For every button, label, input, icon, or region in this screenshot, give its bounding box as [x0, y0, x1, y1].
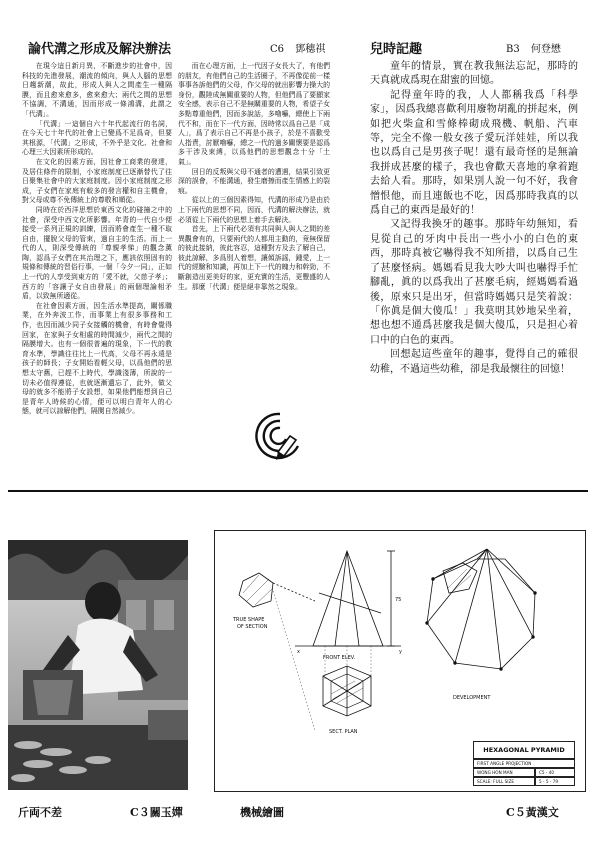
- paragraph: 童年的情景，實在教我無法忘記，那時的天真就成爲現在甜蜜的回憶。: [370, 61, 578, 87]
- technical-drawing: [214, 530, 586, 792]
- left-article-title: 論代溝之形成及解決辦法: [28, 42, 172, 57]
- label-dimension: 75: [395, 597, 402, 603]
- paragraph: 而在心理方面，上一代因子女長大了，有他們的朋友，有他們自己的生活圈子，不再像從前一樣事事各訴他們的父母，作父母的就出影響力操大的身份，觀陸成無關重要的人物，但他們爲了要顯家安全感，表示自己不是無關重要的人物，希望子女多點尊重他們，因而多說話，多嚕囌，總使上下兩代不和，而在下一代方面，因時常以爲自己是「成人」，爲了表示自己不再是小孩子，於是不喜歡受人指責，討厭嚕囌，總之一代的過多關懷要是認爲多干涉及束縛，以爲他們的思想觀念十分「土氣」。: [178, 62, 330, 166]
- left-article-author: 鄧穗祺: [295, 44, 326, 55]
- paragraph: 在社會因素方面，因生活水準提高，關係職業，在外奔波工作，而事業上有很多事務和工作，也因而減少同子女接觸的機會，有時會覺得回家，在家與子女相處的時間減少，兩代之間的隔膜增大。也有一個很普遍的現象，下一代的教育水準，學識往往比上一代高，父母不再永遠是孩子的師長；子女開始看輕父母，以爲他們的思想太守舊，已趕不上時代，學識淺薄，所說的一切未必值得遵從，也就逐漸遺忘了，此外，做父母的就多不能將子女設想，如果他們能想到自己是青年人時候的心情，便可以明白青年人的心態，就可以諒解他們，隔閡自然減少。: [22, 301, 172, 416]
- drawing-caption: 機械繪圖: [240, 806, 284, 819]
- right-article-body: [370, 60, 578, 460]
- title-block-code: C5 - 40: [535, 768, 575, 777]
- title-block-name: WONG HON MAN: [473, 768, 535, 777]
- title-block-projection: FIRST ANGLE PROJECTION: [473, 759, 575, 768]
- paragraph: 「代溝」一這個自六十年代起流行的名詞，在今天七十年代的社會上已變爲不足爲奇，但要其根源，「代溝」之形成，不外乎是文化、社會和心理三大因素所形成的。: [22, 119, 172, 157]
- left-article-byline: [270, 40, 325, 55]
- photo-author: C３關玉嬋: [130, 806, 183, 819]
- label-y: y: [399, 649, 402, 655]
- market-vendor-photo: [8, 540, 188, 790]
- left-article-column-1: [22, 62, 172, 462]
- left-article-column-2: [178, 62, 330, 402]
- paragraph: 又記得我換牙的趣事。那時年幼無知，看見從自己的牙肉中長出一些小小的白色的東西，那時真被它嚇得我不知所措，以爲自己生了甚麼怪病。媽媽看見我大吵大叫也嚇得手忙腳亂，眞的以爲我出了甚麼毛病，經媽媽看過後，原來只是出牙，但當時媽媽只是笑着說：「你眞是個大傻瓜！」我莫明其妙地呆坐着，想也想不通爲甚麼我是個大傻瓜，只是担心着口中的白色的東西。: [370, 219, 578, 346]
- paragraph: 在現今這日新月異，不斷進步的社會中，因科技的先進發展，潮流的傾向，與人人腦的思想日趨新潮，故此，形成人與人之間產生一種隔膜，而且愈來愈多，愈來愈大；兩代之間的思想不協調，不溝通，因而形成一條鴻溝，此謂之「代溝」。: [22, 62, 172, 118]
- paragraph: 回日的反叛與父母不通者的遭遇，結果引致更深的誤會，不能溝通，發生磨擦而產生情感上的裂痕。: [178, 167, 330, 195]
- label-x: x: [297, 649, 300, 655]
- title-block-scale: SCALE: FULL SIZE: [473, 777, 535, 786]
- school-emblem-icon: [250, 408, 306, 464]
- label-development: DEVELOPMENT: [453, 695, 491, 701]
- label-of-section: OF SECTION: [237, 624, 268, 630]
- label-sect-plan: SECT. PLAN: [329, 729, 358, 735]
- right-article-title: 兒時記趣: [370, 42, 423, 57]
- drawing-author: C５黃漢文: [506, 806, 559, 819]
- left-article-class: C6: [270, 44, 285, 55]
- development-pattern: [426, 549, 537, 670]
- title-block-date: 5 - 5 - 79: [535, 777, 575, 786]
- right-article-byline: [506, 40, 561, 55]
- front-elevation: [313, 551, 383, 646]
- label-true-shape: TRUE SHAPE: [233, 617, 265, 623]
- paragraph: 回想起這些童年的趣事，覺得自己的確很幼稚，不過這些幼稚，卻是我最懷往的回憶！: [370, 349, 578, 375]
- paragraph: 首先，上下兩代必須有共同與人與人之間的差異觀會有的，只要兩代的人都用主動的，竟無保留的彼此接納，彼此容忍，這種對方及去了解自己，彼此諒解，多爲別人着想，讓傾訴謡，鍾愛，上一代的經驗和知識，再加上下一代的魄力和幹勁，不斷創造出更美好的家，更充實的生活，更豐盛的人生。那麼「代溝」便是絕非靠然之現象。: [178, 225, 330, 291]
- paragraph: 同時在於西洋思想於東西文化的碰撞之中的社會，深受中西文化所影響。年青的一代自少便接受一系列正規的訓練，因而將會產生一種不取自由，擺脫父母的管束，過自主的生活。而上一代的人，則深受傳統的「尊親孝悌」的觀念薰陶，認爲子女們在其治理之下，應該依照固有的規條和傳統的習俗行事，一個「今夕一同」，正如上一代的人享受到東方的「愛不就，父慈子孝」；西方的「容讓子女自由發展」的兩個理論相矛盾，以致無所適從。: [22, 205, 172, 301]
- section-divider: [8, 490, 588, 492]
- right-article-class: B3: [506, 44, 520, 55]
- title-block-title: HEXAGONAL PYRAMID: [473, 741, 575, 759]
- paragraph: 記得童年時的我，人人都稱我爲「科學家」，因爲我總喜歡利用廢物胡亂的拼起來，例如把火柴盒和雪條棒砌成飛機、帆船、汽車等，完全不像一般女孩子愛玩洋娃娃，所以我也以爲自己是男孩子呢！還有最奇怪的是無論我拼成甚麼的樣子，我也會歡天喜地的拿着跑去給人看。那時，如果別人說一句不好，我會憎恨他，而且連飯也不吃，因爲那時我真的以爲自己的東西是最好的！: [370, 89, 578, 217]
- right-article-author: 何登懋: [530, 44, 561, 55]
- paragraph: 從以上的三個因素得知，代溝的形成乃是由於上下兩代的思想不同，因而，代溝的解決辦法，就必須從上下兩代的思想上着手去解決。: [178, 196, 330, 224]
- paragraph: 在文化的因素方面，因社會工商業的發達，及居住條件的限制，小家庭制度已逐漸替代了往日聚集社會中的大家庭制度。因小家庭制度之形成，子女們在家庭有較多的發言權和自主機會，對父母或尊不免傳統上的尊敬和順從。: [22, 157, 172, 205]
- photo-caption: 斤両不差: [18, 806, 62, 819]
- label-front-elev: FRONT ELEV.: [323, 655, 356, 661]
